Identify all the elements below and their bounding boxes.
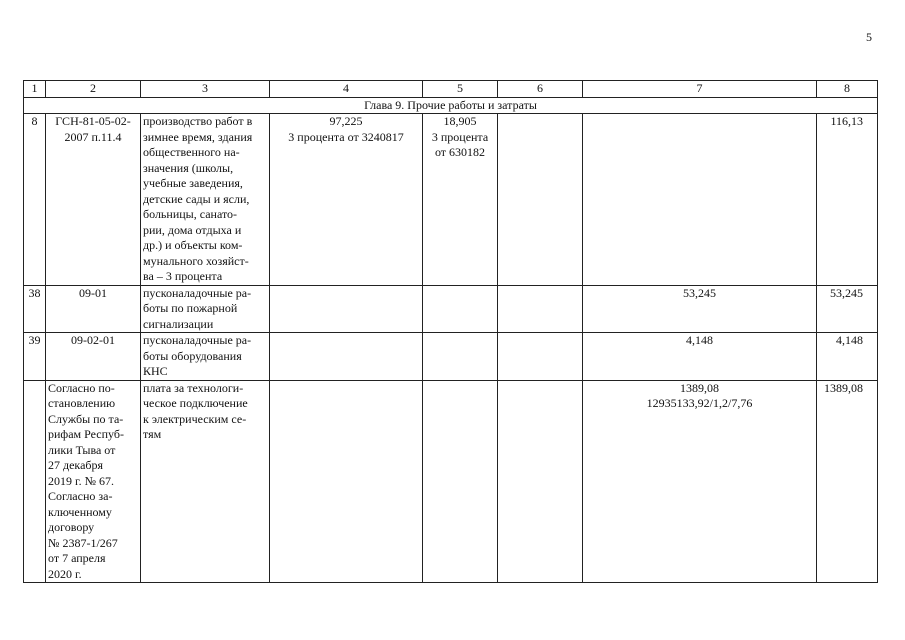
work-description: пусконаладочные ра- боты по пожарной сигнализации [143,285,252,331]
total-value: 1389,08 [817,380,878,583]
column-4-value: 97,225 3 процента от 3240817 [288,114,404,144]
table-row [24,333,878,381]
row-number [24,380,46,583]
column-header: 7 [583,81,817,98]
column-7-value: 53,245 [683,285,716,300]
norm-code: 09-01 [79,285,107,300]
work-description: производство работ в зимнее время, здания общественного на- значения (школы, учебные заведения, детские сады и ясли, больницы, санато- рии, дома отдыха и др.) и объекты ком- мунального хозяйст- ва – 3 процента [143,114,253,283]
column-6-value [498,285,583,333]
column-header: 1 [24,81,46,98]
column-6-value [498,380,583,583]
row-number: 8 [24,114,46,286]
norm-code: ГСН-81-05-02- 2007 п.11.4 [55,114,131,144]
column-5-value: 18,905 3 процента от 630182 [431,114,489,159]
total-value: 53,245 [817,285,878,333]
table-row [24,380,878,583]
total-value: 116,13 [817,114,878,286]
work-description: плата за технологи- ческое подключение к электрическим се- тям [143,380,248,441]
row-number: 38 [24,285,46,333]
column-header: 2 [46,81,141,98]
column-7-value: 4,148 [686,333,713,347]
column-7-value: 1389,08 12935133,92/1,2/7,76 [646,380,753,410]
chapter-row [24,97,878,114]
column-6-value [498,114,583,286]
table-row [24,285,878,333]
table-row [24,114,878,286]
column-header: 6 [498,81,583,98]
chapter-title: Глава 9. Прочие работы и затраты [24,97,878,114]
column-header: 3 [141,81,270,98]
page-number: 5 [866,30,872,44]
column-header: 8 [817,81,878,98]
estimate-table [23,80,878,583]
column-header: 4 [270,81,423,98]
total-value: 4,148 [817,333,878,381]
column-header: 5 [423,81,498,98]
work-description: пусконаладочные ра- боты оборудования КНС [143,333,252,378]
row-number: 39 [24,333,46,381]
column-6-value [498,333,583,381]
column-header-row [24,81,878,98]
norm-code: Согласно по- становлению Службы по та- рифам Респуб- лики Тыва от 27 декабря 2019 г. № 67. Согласно за- ключенному договору № 2387-1/267 от 7 апреля 2020 г. [48,380,124,581]
norm-code: 09-02-01 [71,333,115,347]
